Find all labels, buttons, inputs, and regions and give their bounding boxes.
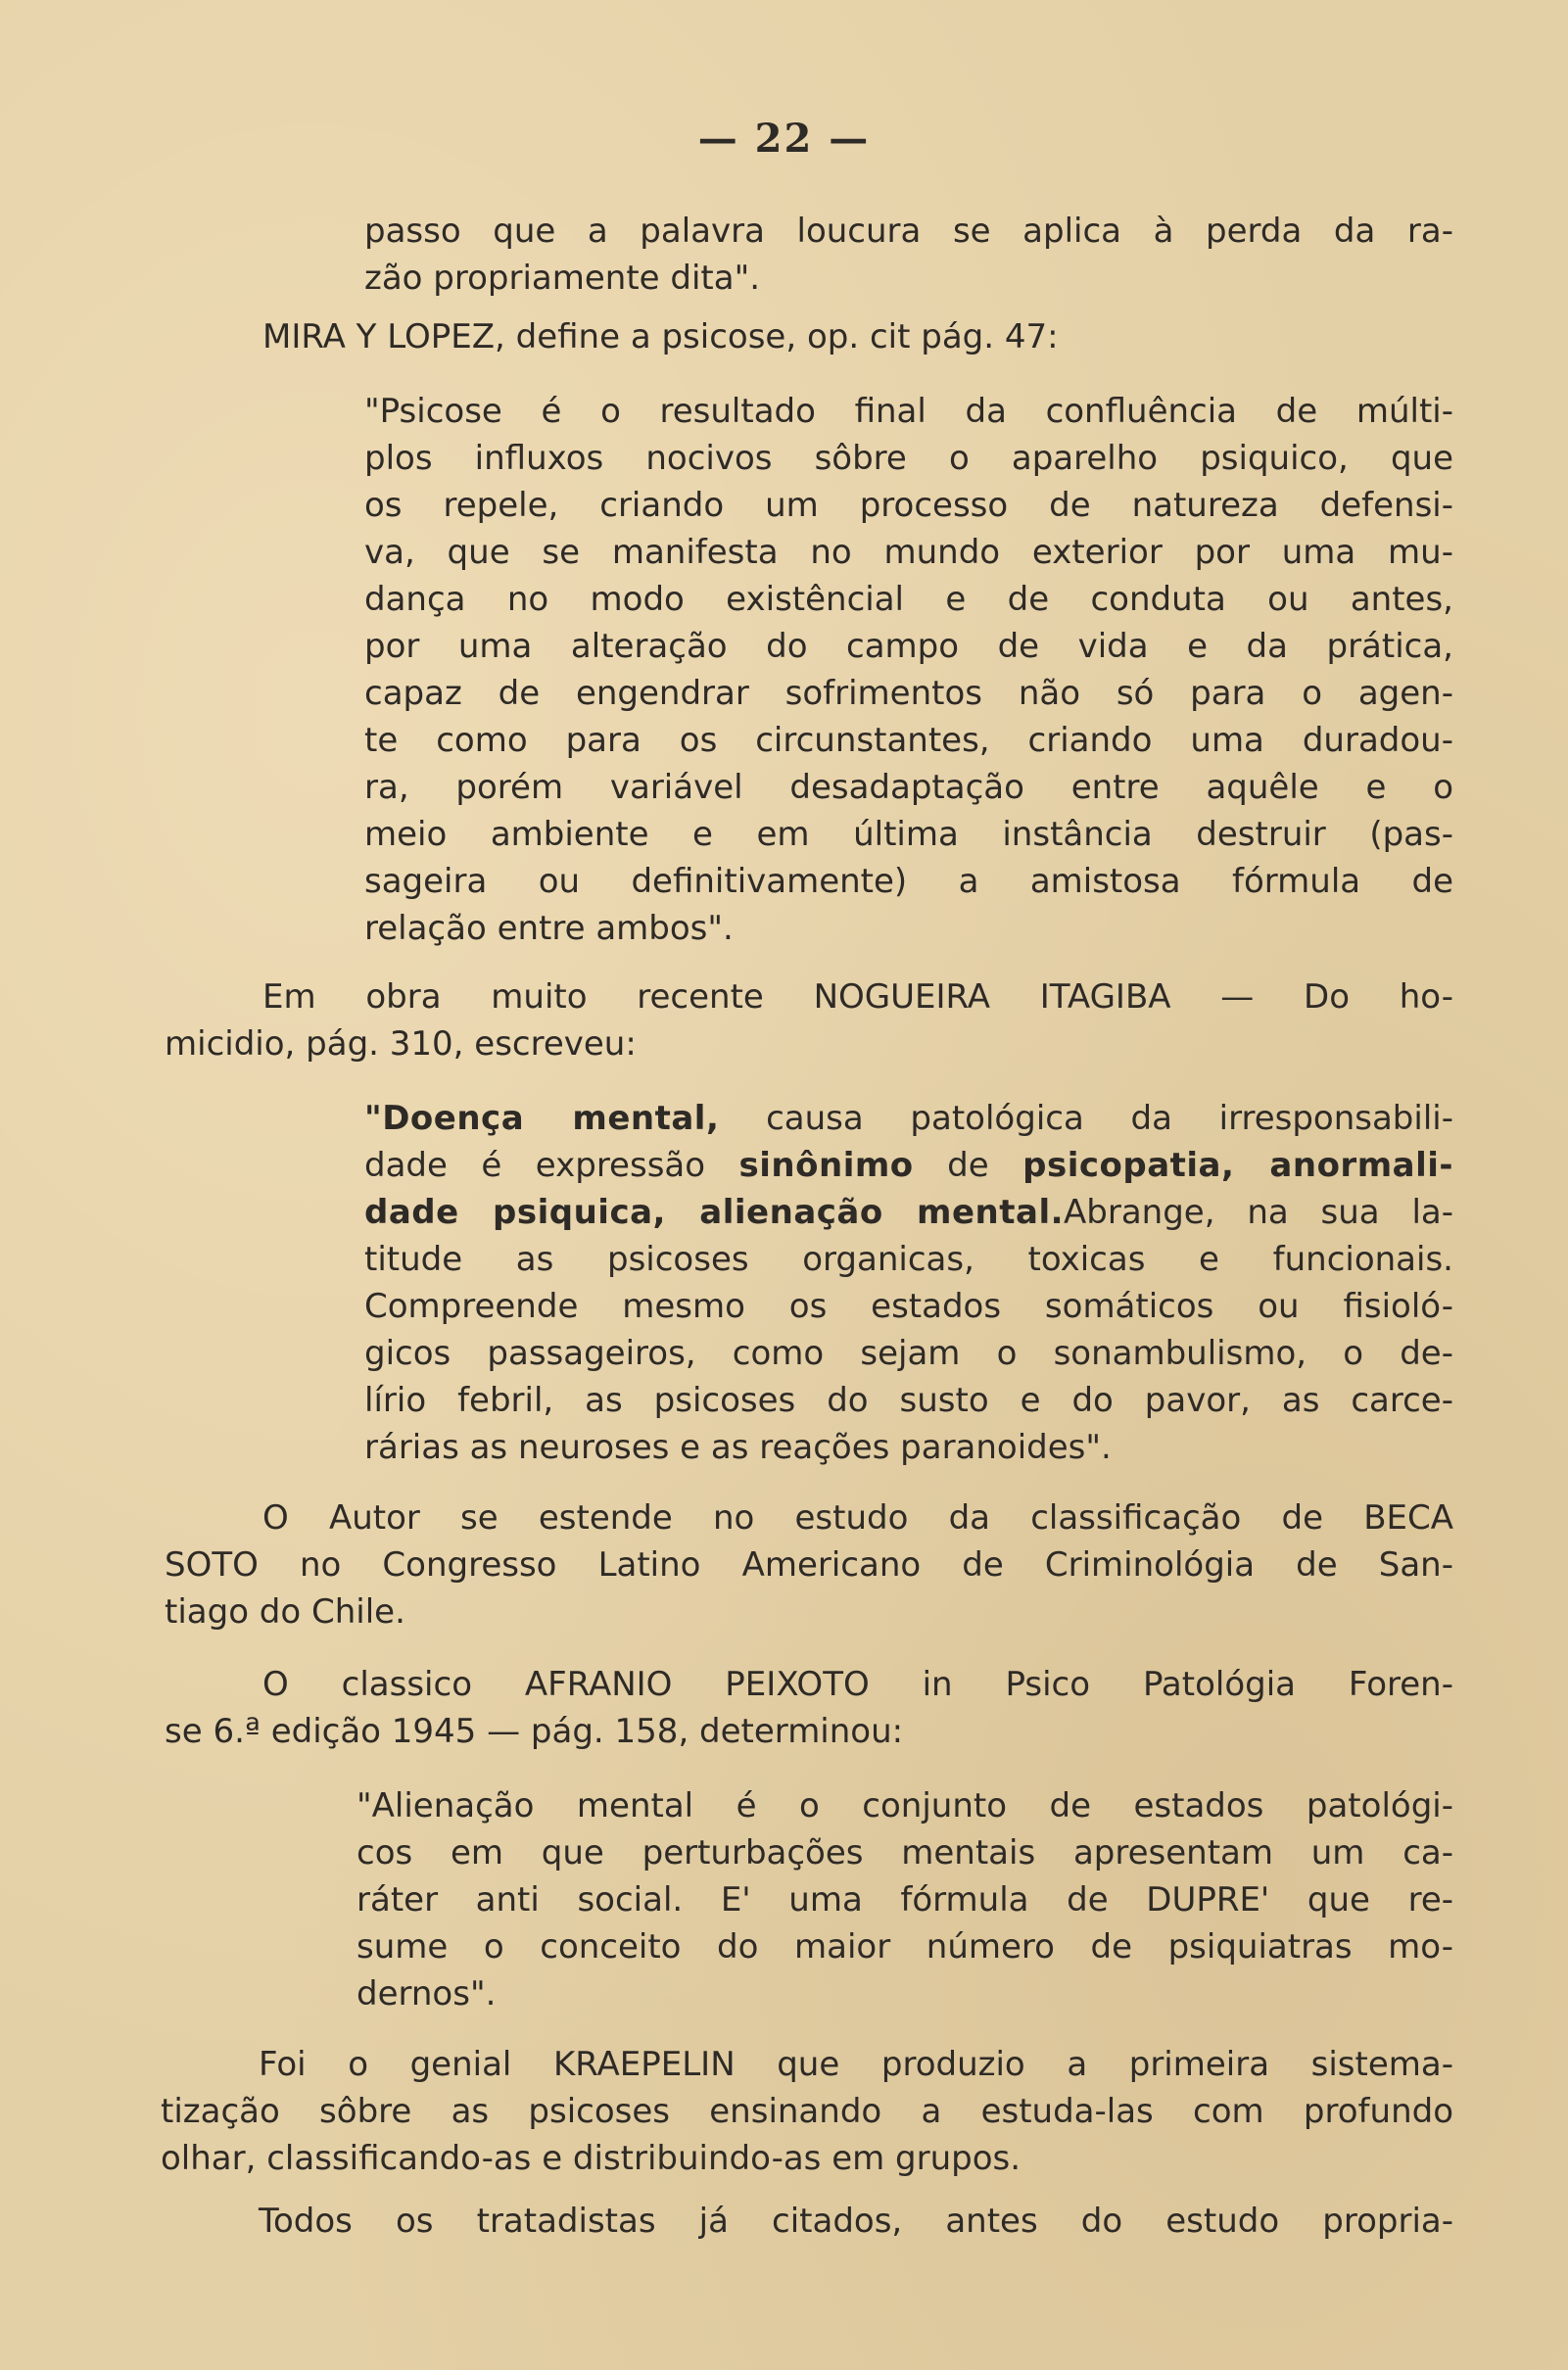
text-line: capaz de engendrar sofrimentos não só para o agen-: [364, 674, 1453, 713]
text-line: Em obra muito recente NOGUEIRA ITAGIBA — Do ho-: [262, 977, 1453, 1017]
text-line: te como para os circunstantes, criando uma duradou-: [364, 721, 1453, 760]
text-line: Foi o genial KRAEPELIN que produzio a primeira sistema-: [259, 2045, 1453, 2084]
text-line: sageira ou definitivamente) a amistosa fórmula de: [364, 862, 1453, 901]
text-line: tização sôbre as psicoses ensinando a estuda-las com profundo: [161, 2092, 1453, 2131]
text-line: [364, 1142, 1453, 1189]
quote-alienacao-mental: [356, 1782, 1453, 2017]
text-line: "Psicose é o resultado final da confluência de múlti-: [364, 392, 1453, 431]
quote-psicose: [364, 388, 1453, 952]
quote-doenca-mental: [364, 1095, 1453, 1471]
page-number: — 22 —: [697, 116, 871, 162]
text-line: os repele, criando um processo de natureza defensi-: [364, 486, 1453, 525]
text-line: lírio febril, as psicoses do susto e do pavor, as carce-: [364, 1381, 1453, 1420]
text-line: titude as psicoses organicas, toxicas e funcionais.: [364, 1240, 1453, 1279]
bold-term: dade psiquica, alienação mental.: [364, 1193, 1065, 1232]
text-line: Todos os tratadistas já citados, antes do estudo propria-: [259, 2202, 1453, 2241]
text-line: relação entre ambos".: [364, 909, 734, 948]
text-line: va, que se manifesta no mundo exterior por uma mu-: [364, 533, 1453, 572]
text-line: ráter anti social. E' uma fórmula de DUPRE' que re-: [356, 1880, 1453, 1920]
paragraph-kraepelin: [161, 2041, 1453, 2182]
text-line: se 6.ª edição 1945 — pág. 158, determinou:: [165, 1712, 904, 1751]
text-line: rárias as neuroses e as reações paranoides".: [364, 1428, 1112, 1467]
text-line: dança no modo existêncial e de conduta ou antes,: [364, 580, 1453, 619]
text-line: Compreende mesmo os estados somáticos ou fisioló-: [364, 1287, 1453, 1326]
text-line: SOTO no Congresso Latino Americano de Criminológia de San-: [165, 1545, 1453, 1585]
paragraph-tratadistas: [161, 2198, 1453, 2245]
text-line: olhar, classificando-as e distribuindo-as em grupos.: [161, 2139, 1022, 2178]
text-line: passo que a palavra loucura se aplica à perda da ra-: [364, 212, 1453, 251]
text-line: gicos passageiros, como sejam o sonambulismo, o de-: [364, 1334, 1453, 1373]
text-run: de: [913, 1146, 1023, 1185]
text-line: "Alienação mental é o conjunto de estados patológi-: [356, 1786, 1453, 1825]
text-run: causa patológica da irresponsabili-: [719, 1099, 1454, 1138]
text-line: cos em que perturbações mentais apresentam um ca-: [356, 1833, 1453, 1872]
paragraph-mira-y-lopez: [165, 313, 1453, 360]
text-line: [364, 1095, 1453, 1142]
text-line: meio ambiente e em última instância destruir (pas-: [364, 815, 1453, 854]
text-line: dernos".: [356, 1974, 497, 2014]
bold-term: psicopatia, anormali-: [1022, 1146, 1453, 1185]
paragraph-nogueira-itagiba: [165, 973, 1453, 1067]
text-line: MIRA Y LOPEZ, define a psicose, op. cit pág. 47:: [262, 317, 1059, 356]
bold-term: sinônimo: [738, 1146, 914, 1185]
quote-continuation: [364, 208, 1453, 302]
bold-term: "Doença mental,: [364, 1099, 720, 1138]
text-line: O Autor se estende no estudo da classificação de BECA: [262, 1498, 1453, 1538]
text-line: O classico AFRANIO PEIXOTO in Psico Patológia Foren-: [262, 1665, 1453, 1704]
paragraph-afranio-peixoto: [165, 1661, 1453, 1755]
text-run: Abrange, na sua la-: [1064, 1193, 1453, 1232]
text-line: zão propriamente dita".: [364, 259, 761, 298]
text-line: plos influxos nocivos sôbre o aparelho psiquico, que: [364, 439, 1453, 478]
text-line: tiago do Chile.: [165, 1592, 405, 1632]
text-line: por uma alteração do campo de vida e da prática,: [364, 627, 1453, 666]
text-line: micidio, pág. 310, escreveu:: [165, 1024, 637, 1064]
text-run: dade é expressão: [364, 1146, 739, 1185]
text-line: [364, 1189, 1453, 1236]
text-line: ra, porém variável desadaptação entre aquêle e o: [364, 768, 1453, 807]
paragraph-beca-soto: [165, 1494, 1453, 1635]
text-line: sume o conceito do maior número de psiquiatras mo-: [356, 1927, 1453, 1967]
